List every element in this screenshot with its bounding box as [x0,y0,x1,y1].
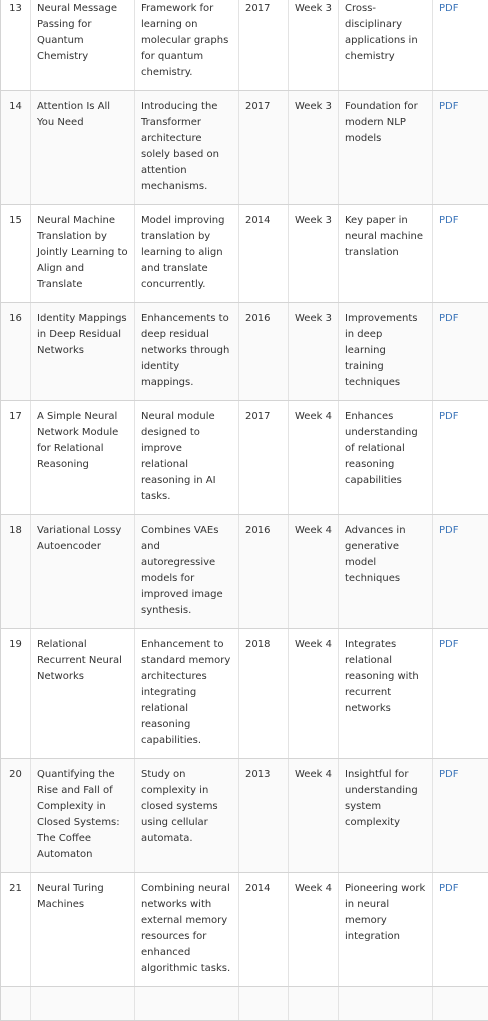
paper-title-cell: A Simple Neural Network Module for Relational Reasoning [31,401,135,515]
table-row [1,303,488,401]
paper-impact-cell: Pioneering work in neural memory integration [339,873,433,987]
paper-year-cell: 2017 [239,401,289,515]
paper-impact-cell: Advances in generative model techniques [339,515,433,629]
table-row [1,0,488,91]
paper-description-cell: Combining neural networks with external memory resources for enhanced algorithmic tasks. [135,873,239,987]
table-row [1,873,488,987]
paper-year-cell: 2016 [239,515,289,629]
table-row [1,401,488,515]
pdf-link-cell [433,759,488,873]
pdf-link-cell [433,987,488,1021]
pdf-link-cell [433,873,488,987]
row-number-cell: 16 [1,303,31,401]
paper-description-cell: Combines VAEs and autoregressive models for improved image synthesis. [135,515,239,629]
paper-impact-cell: Insightful for understanding system complexity [339,759,433,873]
pdf-link[interactable]: PDF [439,313,458,324]
paper-impact-cell: Cross-disciplinary applications in chemistry [339,0,433,91]
paper-description-cell: Study on complexity in closed systems using cellular automata. [135,759,239,873]
paper-year-cell: 2017 [239,0,289,91]
paper-description-cell [135,987,239,1021]
paper-title-cell: Relational Recurrent Neural Networks [31,629,135,759]
pdf-link[interactable]: PDF [439,639,458,650]
pdf-link[interactable]: PDF [439,883,458,894]
paper-title-cell: Attention Is All You Need [31,91,135,205]
row-number-cell: 14 [1,91,31,205]
paper-title-cell: Quantifying the Rise and Fall of Complexity in Closed Systems: The Coffee Automaton [31,759,135,873]
paper-impact-cell: Enhances understanding of relational reasoning capabilities [339,401,433,515]
pdf-link[interactable]: PDF [439,525,458,536]
row-number-cell [1,987,31,1021]
row-number-cell: 19 [1,629,31,759]
paper-impact-cell: Foundation for modern NLP models [339,91,433,205]
pdf-link[interactable]: PDF [439,3,458,14]
paper-week-cell: Week 4 [289,873,339,987]
pdf-link-cell [433,629,488,759]
pdf-link[interactable]: PDF [439,411,458,422]
row-number-cell: 18 [1,515,31,629]
paper-year-cell: 2018 [239,629,289,759]
pdf-link[interactable]: PDF [439,215,458,226]
pdf-link-cell [433,303,488,401]
paper-year-cell [239,987,289,1021]
paper-week-cell: Week 3 [289,303,339,401]
row-number-cell: 21 [1,873,31,987]
paper-title-cell: Variational Lossy Autoencoder [31,515,135,629]
table-row [1,91,488,205]
paper-week-cell: Week 3 [289,205,339,303]
row-number-cell: 13 [1,0,31,91]
pdf-link-cell [433,515,488,629]
paper-title-cell [31,987,135,1021]
table-row [1,629,488,759]
pdf-link-cell [433,401,488,515]
row-number-cell: 15 [1,205,31,303]
table-row [1,205,488,303]
paper-description-cell: Model improving translation by learning to align and translate concurrently. [135,205,239,303]
paper-description-cell: Framework for learning on molecular graphs for quantum chemistry. [135,0,239,91]
paper-title-cell: Identity Mappings in Deep Residual Networks [31,303,135,401]
paper-week-cell: Week 3 [289,0,339,91]
pdf-link-cell [433,0,488,91]
paper-impact-cell: Integrates relational reasoning with recurrent networks [339,629,433,759]
paper-week-cell: Week 4 [289,759,339,873]
pdf-link-cell [433,91,488,205]
table-row [1,759,488,873]
paper-description-cell: Enhancements to deep residual networks through identity mappings. [135,303,239,401]
paper-description-cell: Neural module designed to improve relational reasoning in AI tasks. [135,401,239,515]
paper-week-cell [289,987,339,1021]
paper-impact-cell: Key paper in neural machine translation [339,205,433,303]
paper-impact-cell: Improvements in deep learning training techniques [339,303,433,401]
paper-year-cell: 2014 [239,205,289,303]
pdf-link[interactable]: PDF [439,101,458,112]
paper-week-cell: Week 4 [289,515,339,629]
row-number-cell: 20 [1,759,31,873]
paper-description-cell: Introducing the Transformer architecture solely based on attention mechanisms. [135,91,239,205]
paper-impact-cell [339,987,433,1021]
paper-description-cell: Enhancement to standard memory architectures integrating relational reasoning capabilities. [135,629,239,759]
paper-title-cell: Neural Message Passing for Quantum Chemistry [31,0,135,91]
paper-year-cell: 2014 [239,873,289,987]
row-number-cell: 17 [1,401,31,515]
table-row [1,515,488,629]
pdf-link[interactable]: PDF [439,769,458,780]
paper-week-cell: Week 4 [289,401,339,515]
paper-year-cell: 2016 [239,303,289,401]
paper-title-cell: Neural Machine Translation by Jointly Learning to Align and Translate [31,205,135,303]
paper-title-cell: Neural Turing Machines [31,873,135,987]
paper-year-cell: 2013 [239,759,289,873]
table-row [1,987,488,1021]
pdf-link-cell [433,205,488,303]
paper-week-cell: Week 3 [289,91,339,205]
paper-year-cell: 2017 [239,91,289,205]
paper-week-cell: Week 4 [289,629,339,759]
